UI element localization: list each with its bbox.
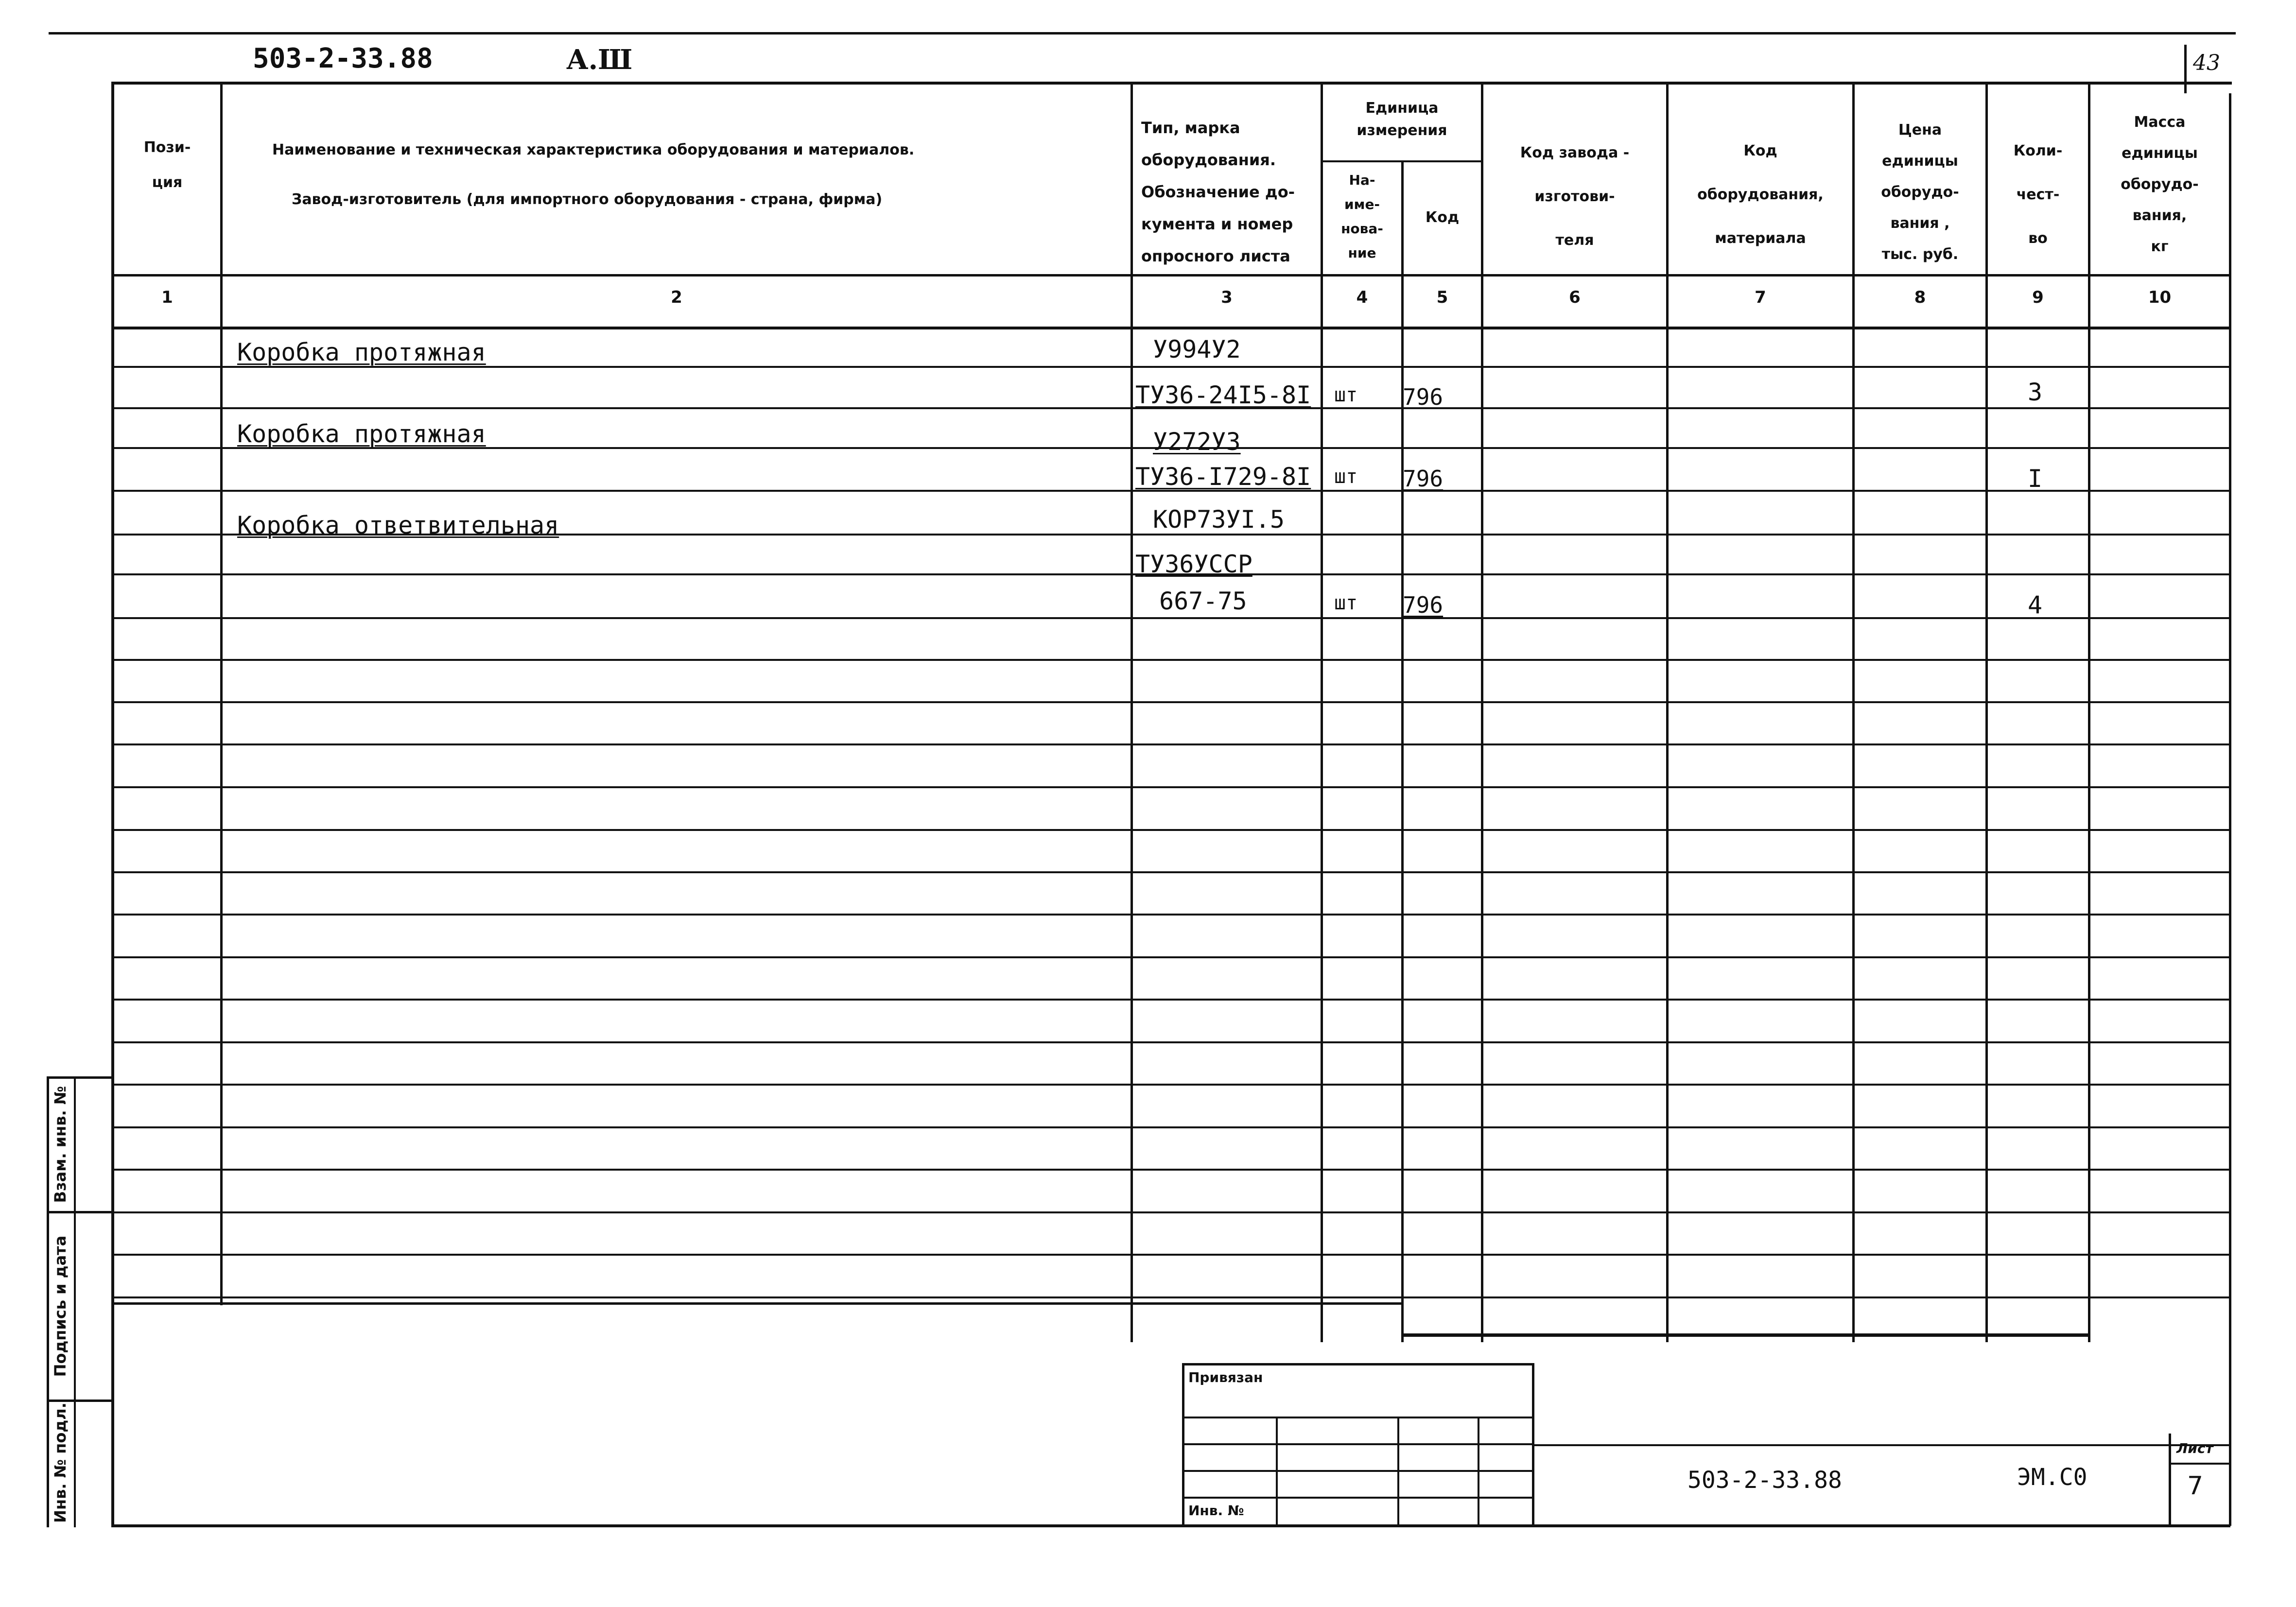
tb-sheet-sep [2169, 1463, 2230, 1465]
header-col3-line1: Тип, марка [1141, 119, 1240, 137]
header-col8-line2: единицы [1882, 153, 1958, 170]
row-line [113, 1296, 2231, 1298]
header-col8-line3: оборудо- [1881, 184, 1959, 201]
header-col9-line3: во [2028, 230, 2048, 247]
colnum-7: 7 [1755, 288, 1766, 307]
row-line [113, 1126, 2231, 1128]
row-6-unit: шт [1334, 592, 1358, 614]
table-bottom-line [1401, 1333, 2090, 1337]
col-divider-2 [1131, 83, 1133, 1342]
header-col10-line1: Масса [2134, 114, 2186, 131]
row-0-type: У994У2 [1153, 335, 1241, 363]
row-1-type: ТУ36-24I5-8I [1135, 381, 1311, 409]
side-stamp-left [47, 1076, 49, 1527]
tb-sheet-label: Лист [2176, 1440, 2213, 1456]
header-col4-line1: На- [1349, 172, 1375, 188]
row-line [113, 914, 2231, 916]
header-col9-line1: Коли- [2013, 142, 2063, 159]
row-6-type: 667-75 [1159, 587, 1247, 615]
row-line [113, 871, 2231, 873]
header-col10 [2090, 107, 2229, 262]
row-6-qty: 4 [2028, 591, 2043, 619]
tb-row-4 [1182, 1497, 1534, 1499]
row-4-type: КОР73УI.5 [1153, 505, 1285, 534]
header-col3-line4: кумента и номер [1141, 215, 1293, 233]
colnum-10: 10 [2148, 288, 2172, 307]
colnum-6: 6 [1569, 288, 1581, 307]
colnum-2: 2 [671, 288, 682, 307]
colnum-bottom-line [113, 327, 2231, 329]
row-2-name: Коробка протяжная [237, 420, 486, 448]
header-col10-line3: оборудо- [2121, 176, 2199, 193]
header-col10-line4: вания, [2132, 207, 2187, 224]
header-col3-line3: Обозначение до- [1141, 183, 1295, 201]
header-col6-line1: Код завода - [1520, 144, 1630, 161]
row-line [113, 956, 2231, 958]
tb-doc-code: 503-2-33.88 [1687, 1467, 1842, 1494]
row-line [113, 659, 2231, 661]
header-col7-line3: материала [1715, 230, 1806, 247]
header-col9-line2: чест- [2016, 186, 2060, 203]
header-col8-line1: Цена [1898, 121, 1942, 138]
colnum-4: 4 [1356, 288, 1368, 307]
header-col2 [272, 125, 1098, 225]
tb-row-2 [1182, 1443, 1534, 1445]
row-3-type: ТУ36-I729-8I [1135, 463, 1311, 491]
colnum-9: 9 [2032, 288, 2044, 307]
tb-sheet-left [2169, 1434, 2171, 1526]
page-number-box-left [2184, 45, 2187, 93]
tb-main-top [1532, 1444, 2230, 1446]
tb-col-1 [1276, 1417, 1278, 1524]
header-unit-line2: измерения [1357, 122, 1447, 139]
tb-privyazan-label: Привязан [1188, 1369, 1263, 1385]
side-stamp-podpis: Подпись и дата [51, 1235, 70, 1377]
row-line [113, 1254, 2231, 1256]
col-divider-9 [2088, 83, 2090, 1342]
tb-row-3 [1182, 1470, 1534, 1472]
header-col7-line2: оборудования, [1697, 186, 1824, 203]
row-6-code: 796 [1403, 592, 1444, 618]
header-col3-line2: оборудования. [1141, 151, 1276, 169]
table-left-bottom [113, 1302, 1402, 1305]
row-3-unit: шт [1334, 466, 1358, 488]
header-col6-line3: теля [1555, 232, 1594, 249]
col-divider-7 [1852, 83, 1855, 1342]
top-border [49, 32, 2236, 35]
row-line [113, 743, 2231, 745]
tb-sheet-number: 7 [2187, 1471, 2204, 1501]
header-col8 [1855, 115, 1985, 270]
album-label: А.Ш [566, 44, 633, 76]
header-col10-line5: кг [2151, 238, 2169, 255]
colnum-5: 5 [1436, 288, 1448, 307]
row-line [113, 829, 2231, 831]
side-stamp-vzam: Взам. инв. № [51, 1086, 70, 1203]
tb-col-3 [1478, 1417, 1479, 1524]
page-number: 43 [2193, 51, 2220, 75]
row-5-type: ТУ36УССР [1135, 550, 1252, 578]
row-line [113, 1169, 2231, 1171]
col-divider-8 [1985, 83, 1988, 1342]
header-col6 [1483, 131, 1666, 262]
col-divider-1 [220, 83, 223, 1305]
row-3-qty: I [2028, 465, 2043, 493]
doc-code-top: 503-2-33.88 [253, 43, 433, 74]
header-col9 [1988, 129, 2088, 260]
header-col4-line2: име- [1344, 196, 1380, 212]
col-divider-6 [1666, 83, 1669, 1342]
header-col1 [114, 130, 220, 200]
header-col3 [1141, 112, 1316, 272]
tb-privyazan-top [1182, 1363, 1534, 1365]
table-top-border [113, 82, 2232, 85]
row-line [113, 1211, 2231, 1213]
header-col4 [1323, 168, 1401, 265]
col-divider-3 [1321, 83, 1323, 1342]
tb-col-2 [1397, 1417, 1399, 1524]
unit-group-separator [1322, 160, 1482, 162]
header-bottom-line [113, 274, 2231, 276]
row-line [113, 701, 2231, 703]
row-1-code: 796 [1403, 384, 1444, 410]
row-0-name: Коробка протяжная [237, 338, 486, 366]
row-line [113, 617, 2231, 619]
header-col4-line4: ние [1348, 245, 1376, 261]
colnum-3: 3 [1221, 288, 1233, 307]
header-col6-line2: изготови- [1534, 188, 1615, 205]
header-col7-line1: Код [1743, 142, 1777, 159]
frame-bottom [111, 1524, 2230, 1527]
header-col1-line2: ция [152, 174, 183, 191]
side-stamp-inner [74, 1076, 76, 1527]
row-4-name: Коробка ответвительная [237, 511, 559, 539]
row-line [113, 786, 2231, 788]
header-col8-line5: тыс. руб. [1881, 246, 1959, 263]
header-col2-line2: Завод-изготовитель (для импортного оборудования - страна, фирма) [292, 191, 883, 208]
row-line [113, 1041, 2231, 1043]
row-line [113, 1084, 2231, 1086]
header-col1-line1: Пози- [143, 139, 191, 156]
row-3-code: 796 [1403, 466, 1444, 492]
col-divider-4 [1401, 160, 1404, 1342]
row-2-type: У272У3 [1153, 428, 1241, 456]
row-1-qty: 3 [2028, 378, 2043, 406]
header-col5: Код [1425, 209, 1460, 226]
row-1-unit: шт [1334, 384, 1358, 406]
header-col2-line1: Наименование и техническая характеристика оборудования и материалов. [272, 141, 915, 158]
row-line [113, 999, 2231, 1001]
header-unit-group [1323, 97, 1481, 142]
colnum-1: 1 [161, 288, 173, 307]
tb-inv-label: Инв. № [1188, 1503, 1244, 1519]
frame-right [2229, 93, 2231, 1526]
tb-row-1 [1182, 1417, 1534, 1418]
header-col10-line2: единицы [2122, 145, 2198, 162]
tb-sheet-code: ЭМ.С0 [2017, 1464, 2087, 1491]
col-divider-5 [1481, 83, 1483, 1342]
header-col3-line5: опросного листа [1141, 247, 1290, 265]
colnum-8: 8 [1914, 288, 1926, 307]
header-col4-line3: нова- [1341, 221, 1383, 237]
header-col7 [1669, 129, 1852, 260]
header-unit-line1: Единица [1365, 100, 1439, 117]
header-col8-line4: вания , [1890, 215, 1950, 232]
side-stamp-inv: Инв. № подл. [51, 1402, 70, 1523]
